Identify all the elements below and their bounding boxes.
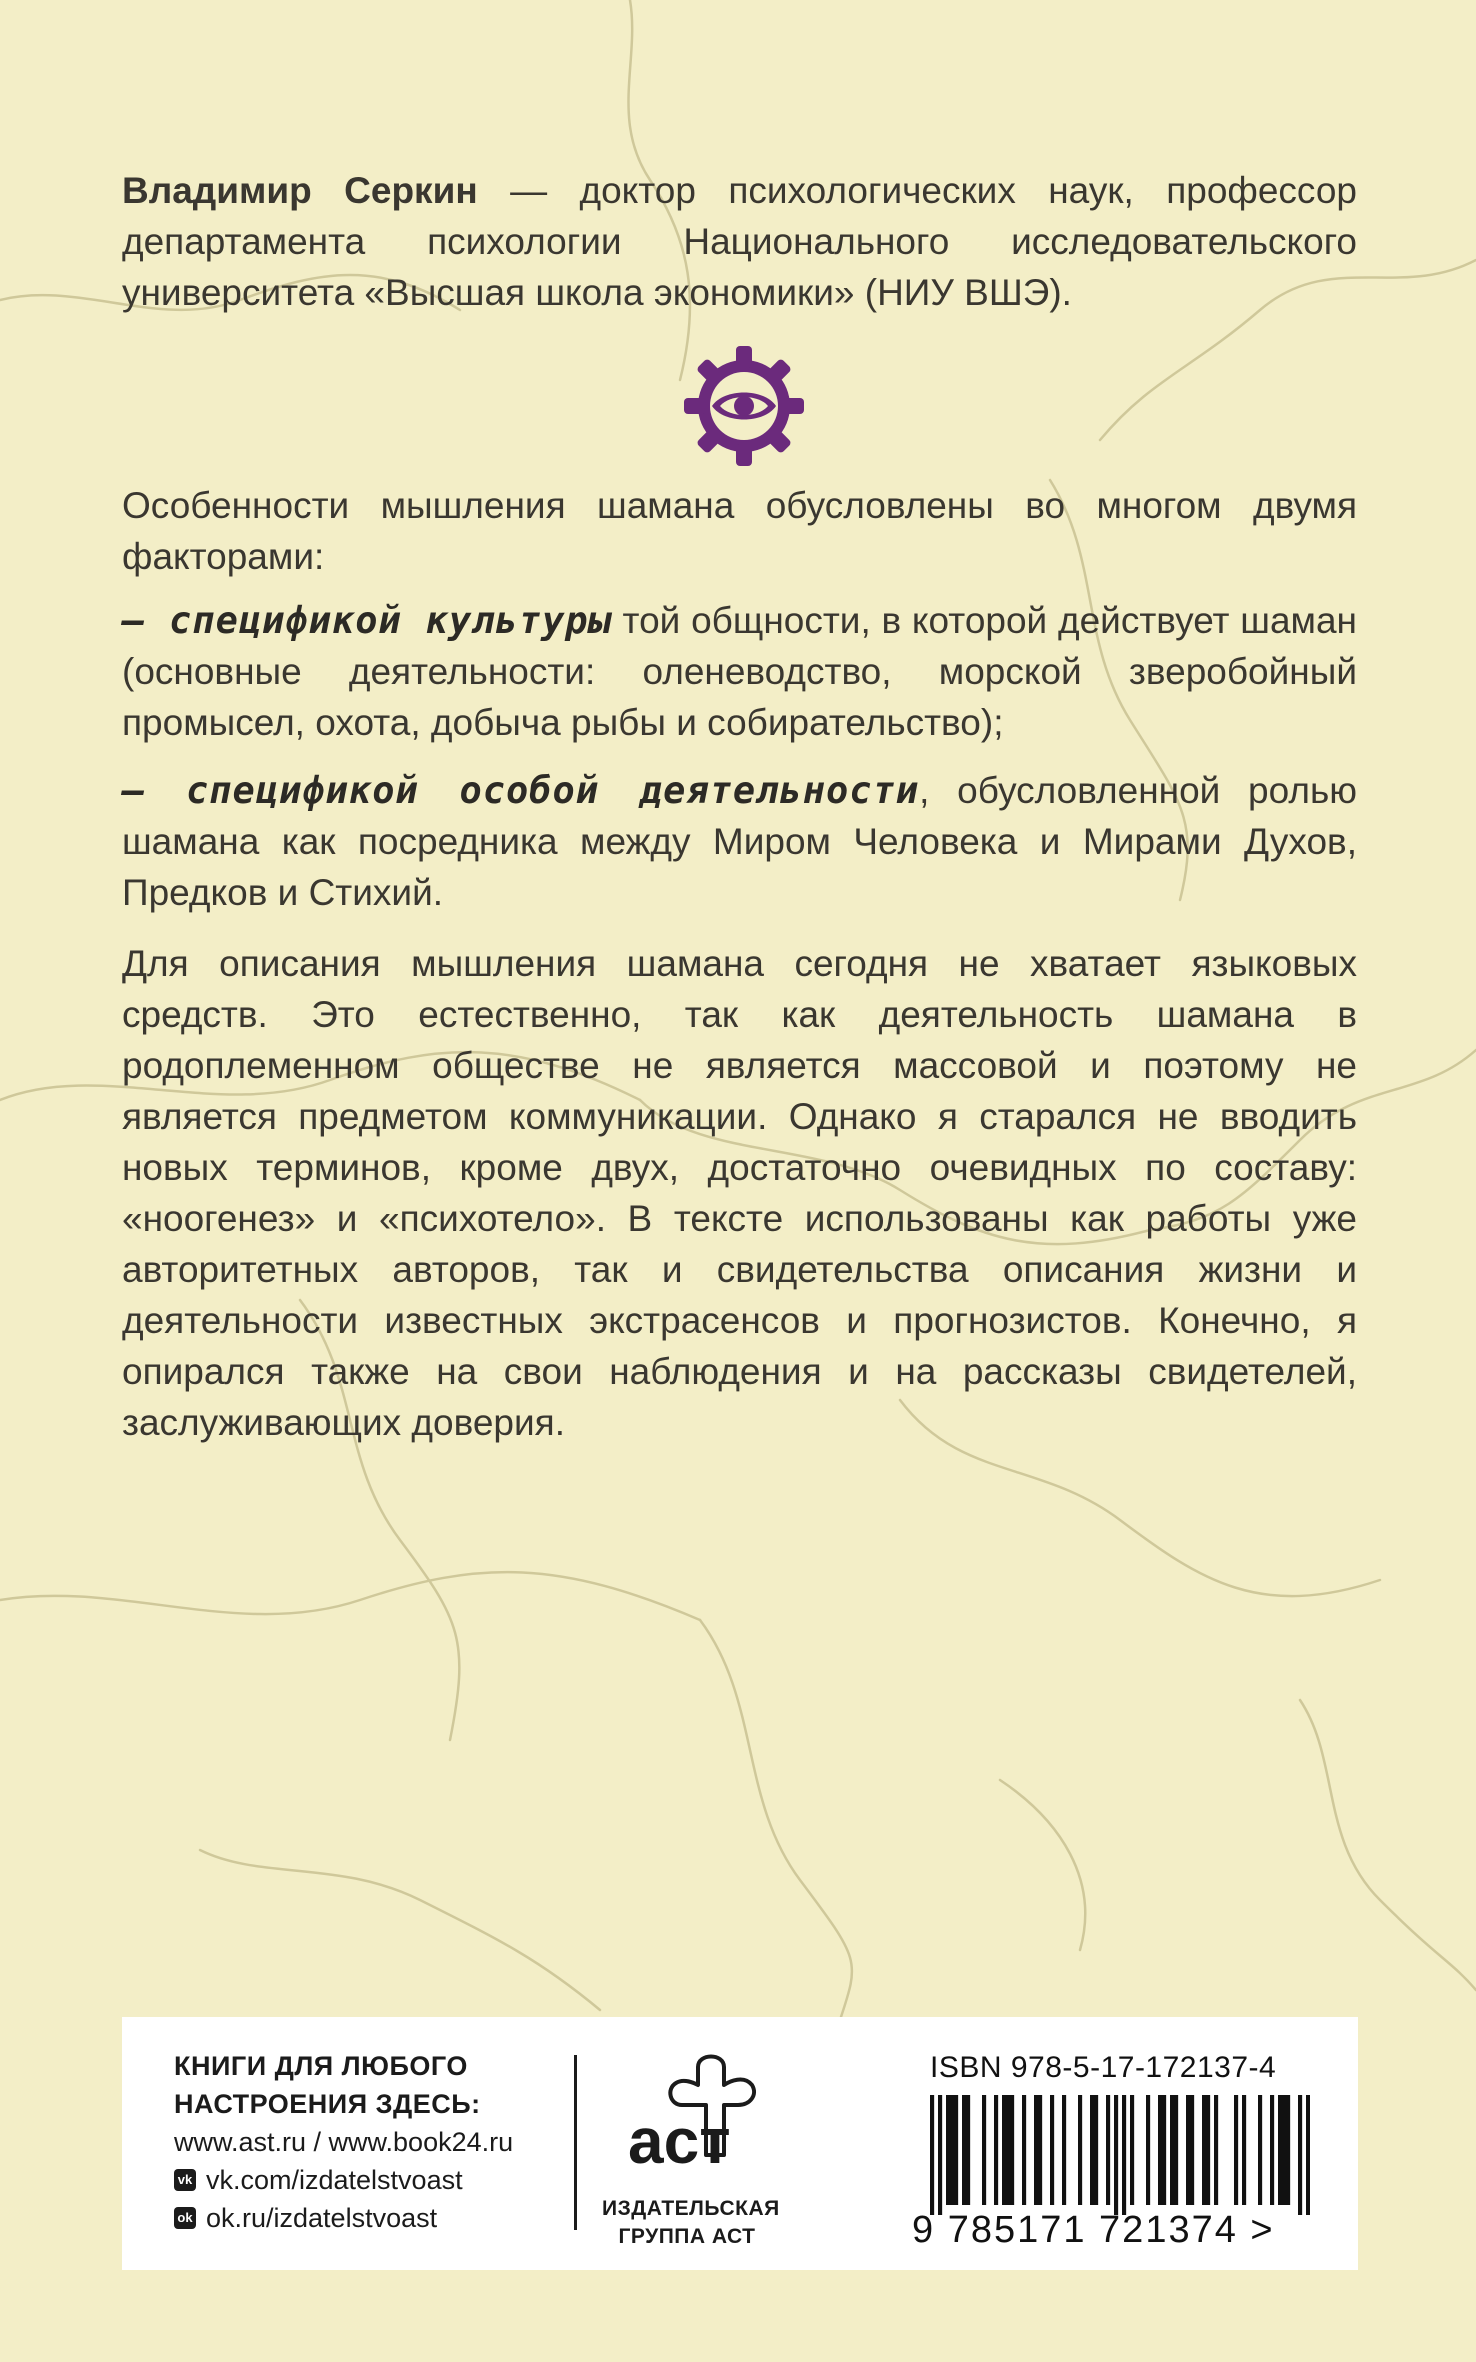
barcode-bar — [1258, 2095, 1262, 2205]
barcode-bar — [1146, 2095, 1150, 2205]
imprint-heading-line1: КНИГИ ДЛЯ ЛЮБОГО — [174, 2051, 468, 2081]
ast-logo-text: аст — [628, 2105, 731, 2177]
barcode-bar — [1190, 2095, 1194, 2205]
factor-text-activity: , обусловленной ролью шамана как посредника между Миром Человека и Мирами Духов, Предков и Стихий. — [122, 770, 1357, 913]
barcode-bar — [1206, 2095, 1210, 2205]
factor-highlight-culture: спецификой культуры — [169, 599, 612, 642]
ast-logo — [602, 2045, 842, 2255]
barcode-bar — [1130, 2095, 1134, 2205]
barcode-bar — [1158, 2095, 1162, 2205]
publisher-websites[interactable]: www.ast.ru / www.book24.ru — [174, 2127, 514, 2157]
vk-link-text[interactable]: vk.com/izdatelstvoast — [206, 2165, 463, 2195]
factor-highlight-activity: спецификой особой деятельности — [185, 769, 920, 812]
barcode-bar — [1170, 2095, 1174, 2205]
barcode-bar — [1278, 2095, 1282, 2205]
barcode-bar — [962, 2095, 966, 2205]
barcode-bar — [1286, 2095, 1290, 2205]
barcode-bar — [982, 2095, 986, 2205]
publisher-caption-line2: ГРУППА АСТ — [618, 2225, 756, 2248]
barcode-bar — [1186, 2095, 1190, 2205]
barcode-bar — [1122, 2095, 1126, 2215]
barcode-bar — [1282, 2095, 1286, 2205]
barcode-bar — [1010, 2095, 1014, 2205]
description-intro: Особенности мышления шамана обусловлены во многом двумя факторами: — [122, 485, 1357, 577]
barcode-bar — [930, 2095, 934, 2215]
author-name: Владимир Серкин — [122, 170, 478, 211]
gear-eye-icon — [678, 340, 810, 472]
publisher-imprint-panel — [122, 2017, 1358, 2270]
author-bio-text: — доктор психологических наук, профессор департамента психологии Национального исследовательского университета «Высшая школа экономики» (НИУ ВШЭ). — [122, 170, 1357, 313]
barcode-bar — [994, 2095, 998, 2205]
ast-logo-mark — [602, 2045, 772, 2195]
barcode-bar — [938, 2095, 942, 2215]
factor-item-culture — [122, 595, 1357, 748]
factor-item-activity — [122, 765, 1357, 918]
barcode-bar — [954, 2095, 958, 2205]
barcode-bar — [1094, 2095, 1098, 2205]
barcode-bar — [1050, 2095, 1054, 2205]
barcode-bar — [1062, 2095, 1066, 2205]
barcode-digits: 9 785171 721374 > — [912, 2209, 1275, 2251]
barcode-bar — [1078, 2095, 1082, 2205]
imprint-heading-line2: НАСТРОЕНИЯ ЗДЕСЬ: — [174, 2089, 481, 2119]
factor-dash: – — [122, 769, 186, 812]
barcode-bar — [1242, 2095, 1246, 2205]
publisher-links — [174, 2047, 574, 2237]
barcode-bar — [1038, 2095, 1042, 2205]
publisher-caption — [602, 2195, 780, 2251]
isbn-barcode — [930, 2095, 1310, 2215]
isbn-label: ISBN 978-5-17-172137-4 — [930, 2051, 1277, 2084]
barcode-bar — [1002, 2095, 1006, 2205]
barcode-bar — [1090, 2095, 1094, 2205]
barcode-bar — [1214, 2095, 1218, 2205]
factor-text-culture: той общности, в которой действует шаман (основные деятельности: оленеводство, морской зверобойный промысел, охота, добыча рыбы и собирательство); — [122, 600, 1357, 743]
description-body: Для описания мышления шамана сегодня не хватает языковых средств. Это естественно, так как деятельность шамана в родоплеменном обществе не является массовой и поэтому не является предметом коммуникации. Однако я старался не вводить новых терминов, кроме двух, достаточно очевидных по составу: «ноогенез» и «психотело». В тексте использованы как работы уже авторитетных авторов, так и свидетельства описания жизни и деятельности известных экстрасенсов и прогнозистов. Конечно, я опирался также на свои наблюдения и на рассказы свидетелей, заслуживающих доверия. — [122, 943, 1357, 1443]
author-bio — [122, 165, 1357, 318]
barcode-bar — [1174, 2095, 1178, 2205]
vk-icon: vk — [174, 2169, 196, 2191]
barcode-bar — [966, 2095, 970, 2205]
barcode-bar — [1022, 2095, 1026, 2205]
barcode-bar — [1234, 2095, 1238, 2205]
barcode-bar — [1006, 2095, 1010, 2205]
barcode-bar — [950, 2095, 954, 2205]
barcode-bar — [1106, 2095, 1110, 2205]
barcode-bar — [1270, 2095, 1274, 2205]
vk-link[interactable] — [174, 2161, 574, 2199]
ok-link-text[interactable]: ok.ru/izdatelstvoast — [206, 2203, 438, 2233]
imprint-divider — [574, 2055, 577, 2230]
barcode-bar — [1298, 2095, 1302, 2215]
ok-link[interactable] — [174, 2199, 574, 2237]
barcode-bar — [1114, 2095, 1118, 2215]
barcode-bar — [946, 2095, 950, 2205]
barcode-bar — [1306, 2095, 1310, 2215]
ok-icon: ok — [174, 2207, 196, 2229]
barcode-bar — [1202, 2095, 1206, 2205]
barcode-bar — [1162, 2095, 1166, 2205]
barcode-bar — [1034, 2095, 1038, 2205]
publisher-caption-line1: ИЗДАТЕЛЬСКАЯ — [602, 2197, 780, 2220]
factor-dash: – — [122, 599, 170, 642]
